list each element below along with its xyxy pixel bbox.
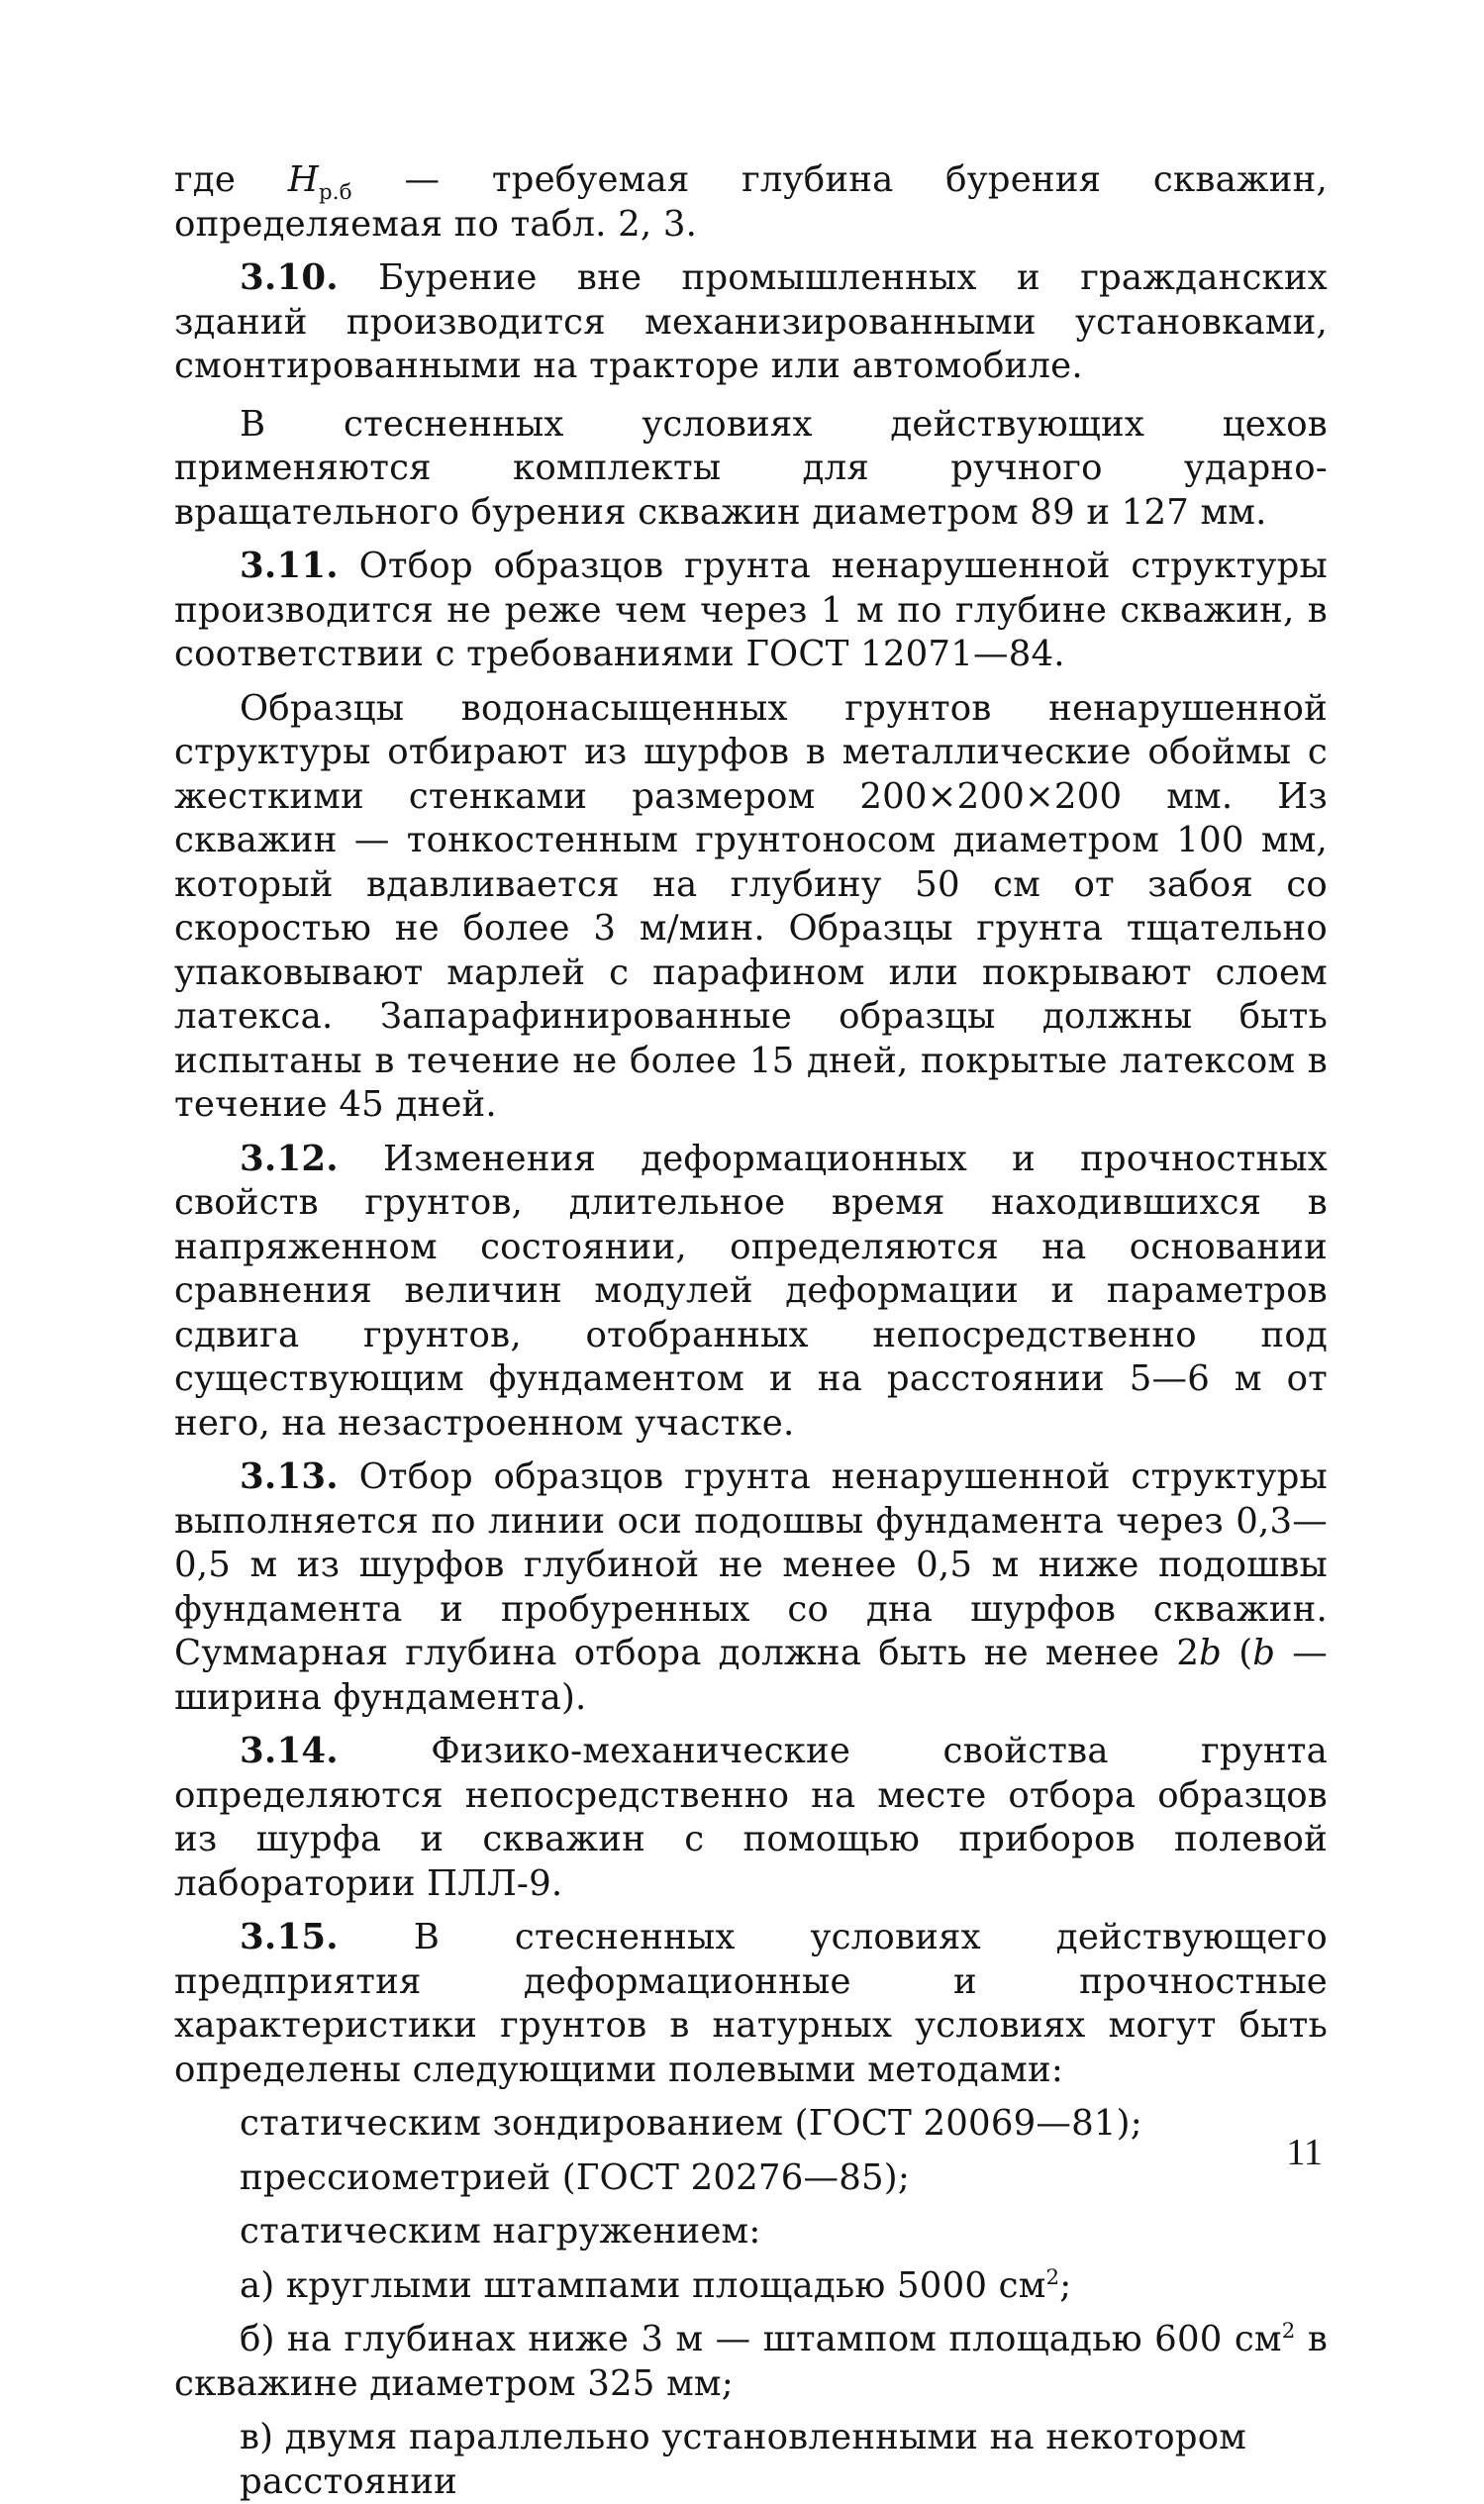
paragraph-continuation — [174, 158, 1328, 247]
text: статическим нагружением: — [240, 2211, 761, 2252]
paragraph-3-14 — [174, 1730, 1328, 1906]
paragraph-3-10 — [174, 256, 1328, 389]
text: а) круглыми штампами площадью 5000 см — [240, 2264, 1046, 2306]
text: Бурение вне промышленных и гражданских зданий производится механизированными установками, смонтированными на тракторе или автомобиле. — [174, 257, 1328, 386]
text: Физико-механические свойства грунта определяются непосредственно на месте отбора образцов из шурфа и скважин с помощью приборов полевой лаборатории ПЛЛ-9. — [174, 1731, 1328, 1904]
paragraph-3-12 — [174, 1138, 1328, 1447]
text: Отбор образцов грунта ненарушенной структуры производится не реже чем через 1 м по глубине скважин, в соответствии с требованиями ГОСТ 12071—84. — [174, 546, 1328, 674]
list-item-pressuremeter — [240, 2156, 1328, 2201]
section-number: 3.11. — [240, 546, 339, 586]
text: Отбор образцов грунта ненарушенной структуры выполняется по линии оси подошвы фундамента через 0,3—0,5 м из шурфов глубиной не менее 0,5 м ниже подошвы фундамента и пробуренных со дна шурфов скважин. Суммарная глубина отбора должна быть не менее 2 — [174, 1456, 1328, 1673]
paragraph-samples — [174, 687, 1328, 1128]
paragraph-3-13 — [174, 1455, 1328, 1720]
page-number: 11 — [1286, 2132, 1323, 2173]
list-item-static-loading — [240, 2210, 1328, 2254]
text: прессиометрией (ГОСТ 20276—85); — [240, 2156, 910, 2198]
text: б) на глубинах ниже 3 м — штампом площадью 600 см — [240, 2319, 1282, 2359]
text: В стесненных условиях действующих цехов применяются комплекты для ручного ударно-вращательного бурения скважин диаметром 89 и 127 мм. — [174, 403, 1328, 533]
paragraph-3-11 — [174, 545, 1328, 677]
text: Изменения деформационных и прочностных свойств грунтов, длительное время находившихся в напряженном состоянии, определяются на основании сравнения величин модулей деформации и параметров сдвига грунтов, отобранных непосредственно под существующим фундаментом и на расстоянии 5—6 м от него, на незастроенном участке. — [174, 1138, 1328, 1444]
superscript: 2 — [1045, 2264, 1060, 2290]
text: в) двумя параллельно установленными на некотором расстоянии — [240, 2417, 1247, 2502]
text: — требуемая глубина бурения скважин, определяемая по табл. 2, 3. — [174, 159, 1328, 245]
variable: b — [1199, 1633, 1223, 1673]
document-body — [174, 158, 1328, 2504]
section-number: 3.13. — [240, 1456, 339, 1497]
section-number: 3.14. — [240, 1731, 339, 1771]
text: ; — [1059, 2264, 1072, 2306]
text: ( — [1222, 1633, 1253, 1673]
list-item-a — [240, 2264, 1328, 2309]
text: где — [174, 159, 288, 200]
text: Образцы водонасыщенных грунтов ненарушенной структуры отбирают из шурфов в металлические обоймы с жесткими стенками размером 200×200×200 мм. Из скважин — тонкостенным грунтоносом диаметром 100 мм, который вдавливается на глубину 50 см от забоя со скоростью не более 3 м/мин. Образцы грунта тщательно упаковывают марлей с парафином или покрывают слоем латекса. Запарафинированные образцы должны быть испытаны в течение не более 15 дней, покрытые латексом в течение 45 дней. — [174, 687, 1328, 1125]
text: В стесненных условиях действующего предприятия деформационные и прочностные характеристики грунтов в натурных условиях могут быть определены следующими полевыми методами: — [174, 1917, 1328, 2090]
section-number: 3.12. — [240, 1138, 339, 1179]
text: — ширина фундамента). — [174, 1633, 1328, 1718]
superscript: 2 — [1281, 2319, 1296, 2345]
variable: H — [287, 159, 319, 200]
list-item-static-sounding — [240, 2102, 1328, 2147]
section-number: 3.15. — [240, 1917, 339, 1957]
paragraph-cramped-conditions — [174, 403, 1328, 536]
text: в скважине диаметром 325 мм; — [174, 2319, 1328, 2404]
list-item-b — [174, 2318, 1328, 2406]
paragraph-3-15 — [174, 1916, 1328, 2092]
list-item-c — [240, 2416, 1328, 2504]
subscript: р.б — [318, 180, 352, 206]
variable: b — [1252, 1633, 1276, 1673]
section-number: 3.10. — [240, 257, 339, 298]
text: статическим зондированием (ГОСТ 20069—81); — [240, 2103, 1142, 2144]
